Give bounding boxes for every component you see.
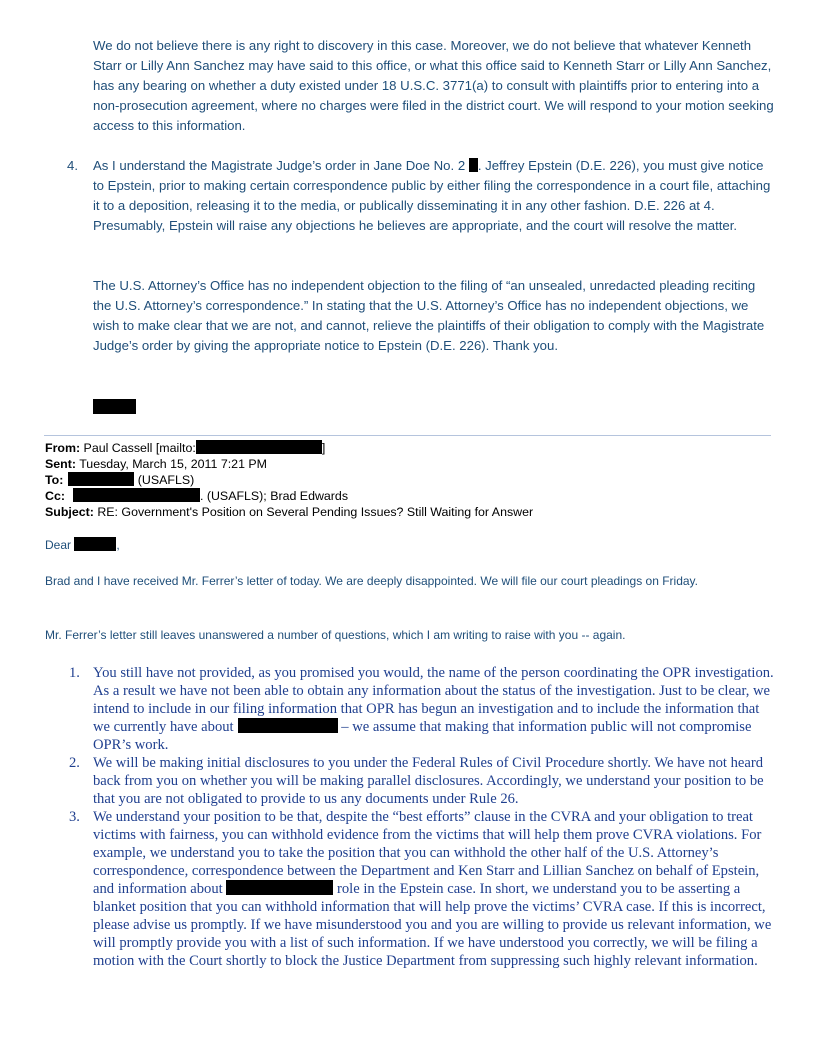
item-3-paragraph: We understand your position to be that, despite the “best efforts” clause in the CVRA and your obligation to treat victims with fairness, you can withhold evidence from the victims that will help them prove CVRA violations. For example, we understand you to take the position that you can withhold the other half of the U.S. Attorney’s correspondence, correspondence between the Department and Ken Starr and Lillian Sanchez on behalf of Epstein, and information about role in the Epstein case. In short, we understand you to be asserting a blanket position that you can withhold information that will help prove the victims’ CVRA case. If this is incorrect, please advise us promptly. If we have misunderstood you and you are willing to provide us relevant information, we will promptly provide you with a list of such information. If we have understood you correctly, we will be filing a motion with the Court shortly to block the Justice Department from suppressing such highly relevant information. [93,809,772,969]
item-2-number: 2. [69,755,80,771]
redaction-block [68,472,134,486]
subject-line: Subject: RE: Government's Position on Several Pending Issues? Still Waiting for Answer [45,505,534,519]
redaction-block [226,880,333,895]
from-line: From: Paul Cassell [mailto: ] [45,441,326,455]
item-1-paragraph: You still have not provided, as you promised you would, the name of the person coordinating the OPR investigation. As a result we have not been able to obtain any information about the status of the investigation. Just to be clear, we intend to include in our filing information that OPR has begun an investigation and to include the information that we currently have about – we assume that making that information public will not compromise OPR’s work. [93,665,774,753]
sent-line: Sent: Tuesday, March 15, 2011 7:21 PM [45,457,267,471]
email-divider [44,435,771,436]
to-line: To: (USAFLS) [45,473,195,487]
item-4-number: 4. [67,158,78,173]
item-1-number: 1. [69,665,80,681]
item-4-followup-paragraph: The U.S. Attorney’s Office has no independent objection to the filing of “an unsealed, unredacted pleading reciting the U.S. Attorney’s correspondence.” In stating that the U.S. Attorney’s Office has no independent objections, we wish to make clear that we are not, and cannot, relieve the plaintiffs of their obligation to comply with the Magistrate Judge’s order by giving the appropriate notice to Epstein (D.E. 226). Thank you. [93,278,765,353]
item-4-paragraph: As I understand the Magistrate Judge’s order in Jane Doe No. 2 . Jeffrey Epstein (D.E. 226), you must give notice to Epstein, prior to making certain correspondence public by either filing the correspondence in a court file, attaching it to a deposition, releasing it to the media, or publically disseminating it in any other fashion. D.E. 226 at 4. Presumably, Epstein will raise any objections he believes are appropriate, and the court will resolve the matter. [93,158,771,233]
body-paragraph-1: Brad and I have received Mr. Ferrer’s letter of today. We are deeply disappointed. We will file our court pleadings on Friday. [45,574,698,588]
opening-paragraph: We do not believe there is any right to discovery in this case. Moreover, we do not believe that whatever Kenneth Starr or Lilly Ann Sanchez may have said to this office, or what this office said to Kenneth Starr or Lilly Ann Sanchez, has any bearing on whether a duty existed under 18 U.S.C. 3771(a) to consult with plaintiffs prior to entering into a non-prosecution agreement, where no charges were filed in the district court. We will respond to your motion seeking access to this information. [93,38,774,133]
item-3-number: 3. [69,809,80,825]
email-header [45,440,775,520]
cc-line: Cc: . (USAFLS); Brad Edwards [45,489,349,503]
body-paragraph-2: Mr. Ferrer’s letter still leaves unanswered a number of questions, which I am writing to raise with you -- again. [45,628,626,642]
redaction-block [74,537,116,551]
item-2-paragraph: We will be making initial disclosures to you under the Federal Rules of Civil Procedure shortly. We have not heard back from you on whether you will be making parallel disclosures. Accordingly, we understand your position to be that you are not obligated to provide to us any documents under Rule 26. [93,755,764,807]
redacted-signature [93,399,136,414]
redaction-block [73,488,200,502]
redaction-block [196,440,322,454]
redaction-block [469,158,478,172]
greeting: Dear , [45,538,120,552]
redaction-block [238,718,338,733]
